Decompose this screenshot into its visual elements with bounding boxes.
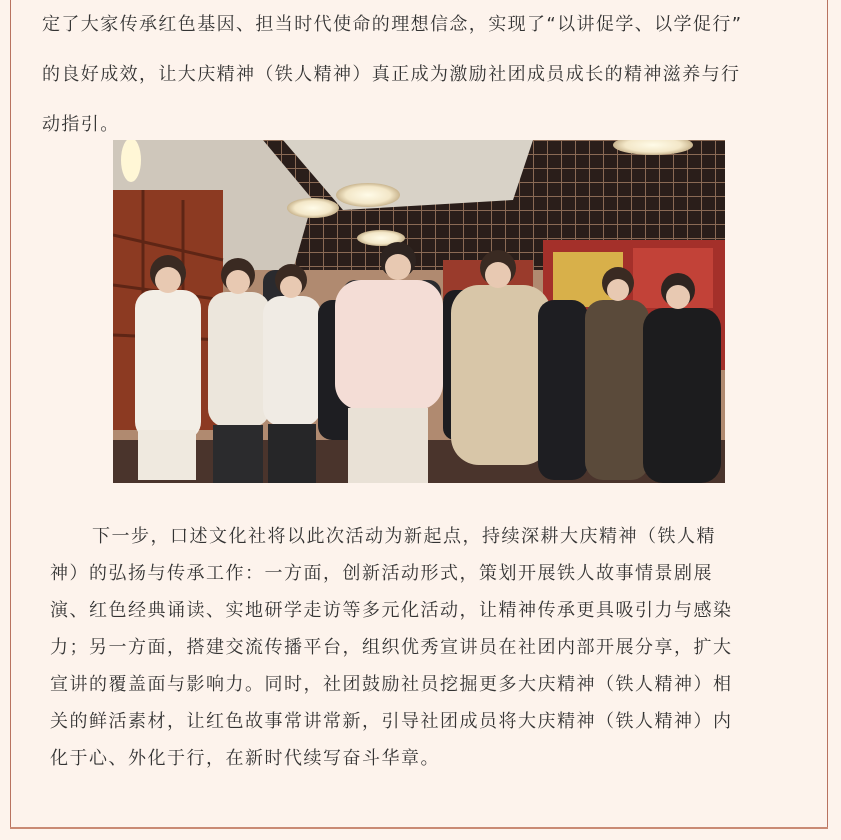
text-line: 化于心、外化于行，在新时代续写奋斗华章。 bbox=[50, 748, 440, 769]
text-line: 动指引。 bbox=[42, 114, 120, 135]
text-line: 神）的弘扬与传承工作：一方面，创新活动形式，策划开展铁人故事情景剧展 bbox=[50, 563, 713, 584]
article-paragraph-bottom bbox=[50, 518, 795, 777]
group-photo-illustration bbox=[113, 140, 725, 483]
bottom-divider bbox=[10, 827, 828, 829]
text-line: 关的鲜活素材，让红色故事常讲常新，引导社团成员将大庆精神（铁人精神）内 bbox=[50, 711, 733, 732]
group-photo bbox=[113, 140, 725, 483]
text-line: 演、红色经典诵读、实地研学走访等多元化活动，让精神传承更具吸引力与感染 bbox=[50, 600, 733, 621]
article-paragraph-top bbox=[42, 0, 792, 150]
text-line: 下一步，口述文化社将以此次活动为新起点，持续深耕大庆精神（铁人精 bbox=[92, 526, 716, 547]
text-line: 的良好成效，让大庆精神（铁人精神）真正成为激励社团成员成长的精神滋养与行 bbox=[42, 64, 741, 85]
text-line: 宣讲的覆盖面与影响力。同时，社团鼓励社员挖掘更多大庆精神（铁人精神）相 bbox=[50, 674, 733, 695]
text-line: 力；另一方面，搭建交流传播平台，组织优秀宣讲员在社团内部开展分享，扩大 bbox=[50, 637, 733, 658]
text-line: 定了大家传承红色基因、担当时代使命的理想信念，实现了“以讲促学、以学促行” bbox=[42, 14, 743, 35]
